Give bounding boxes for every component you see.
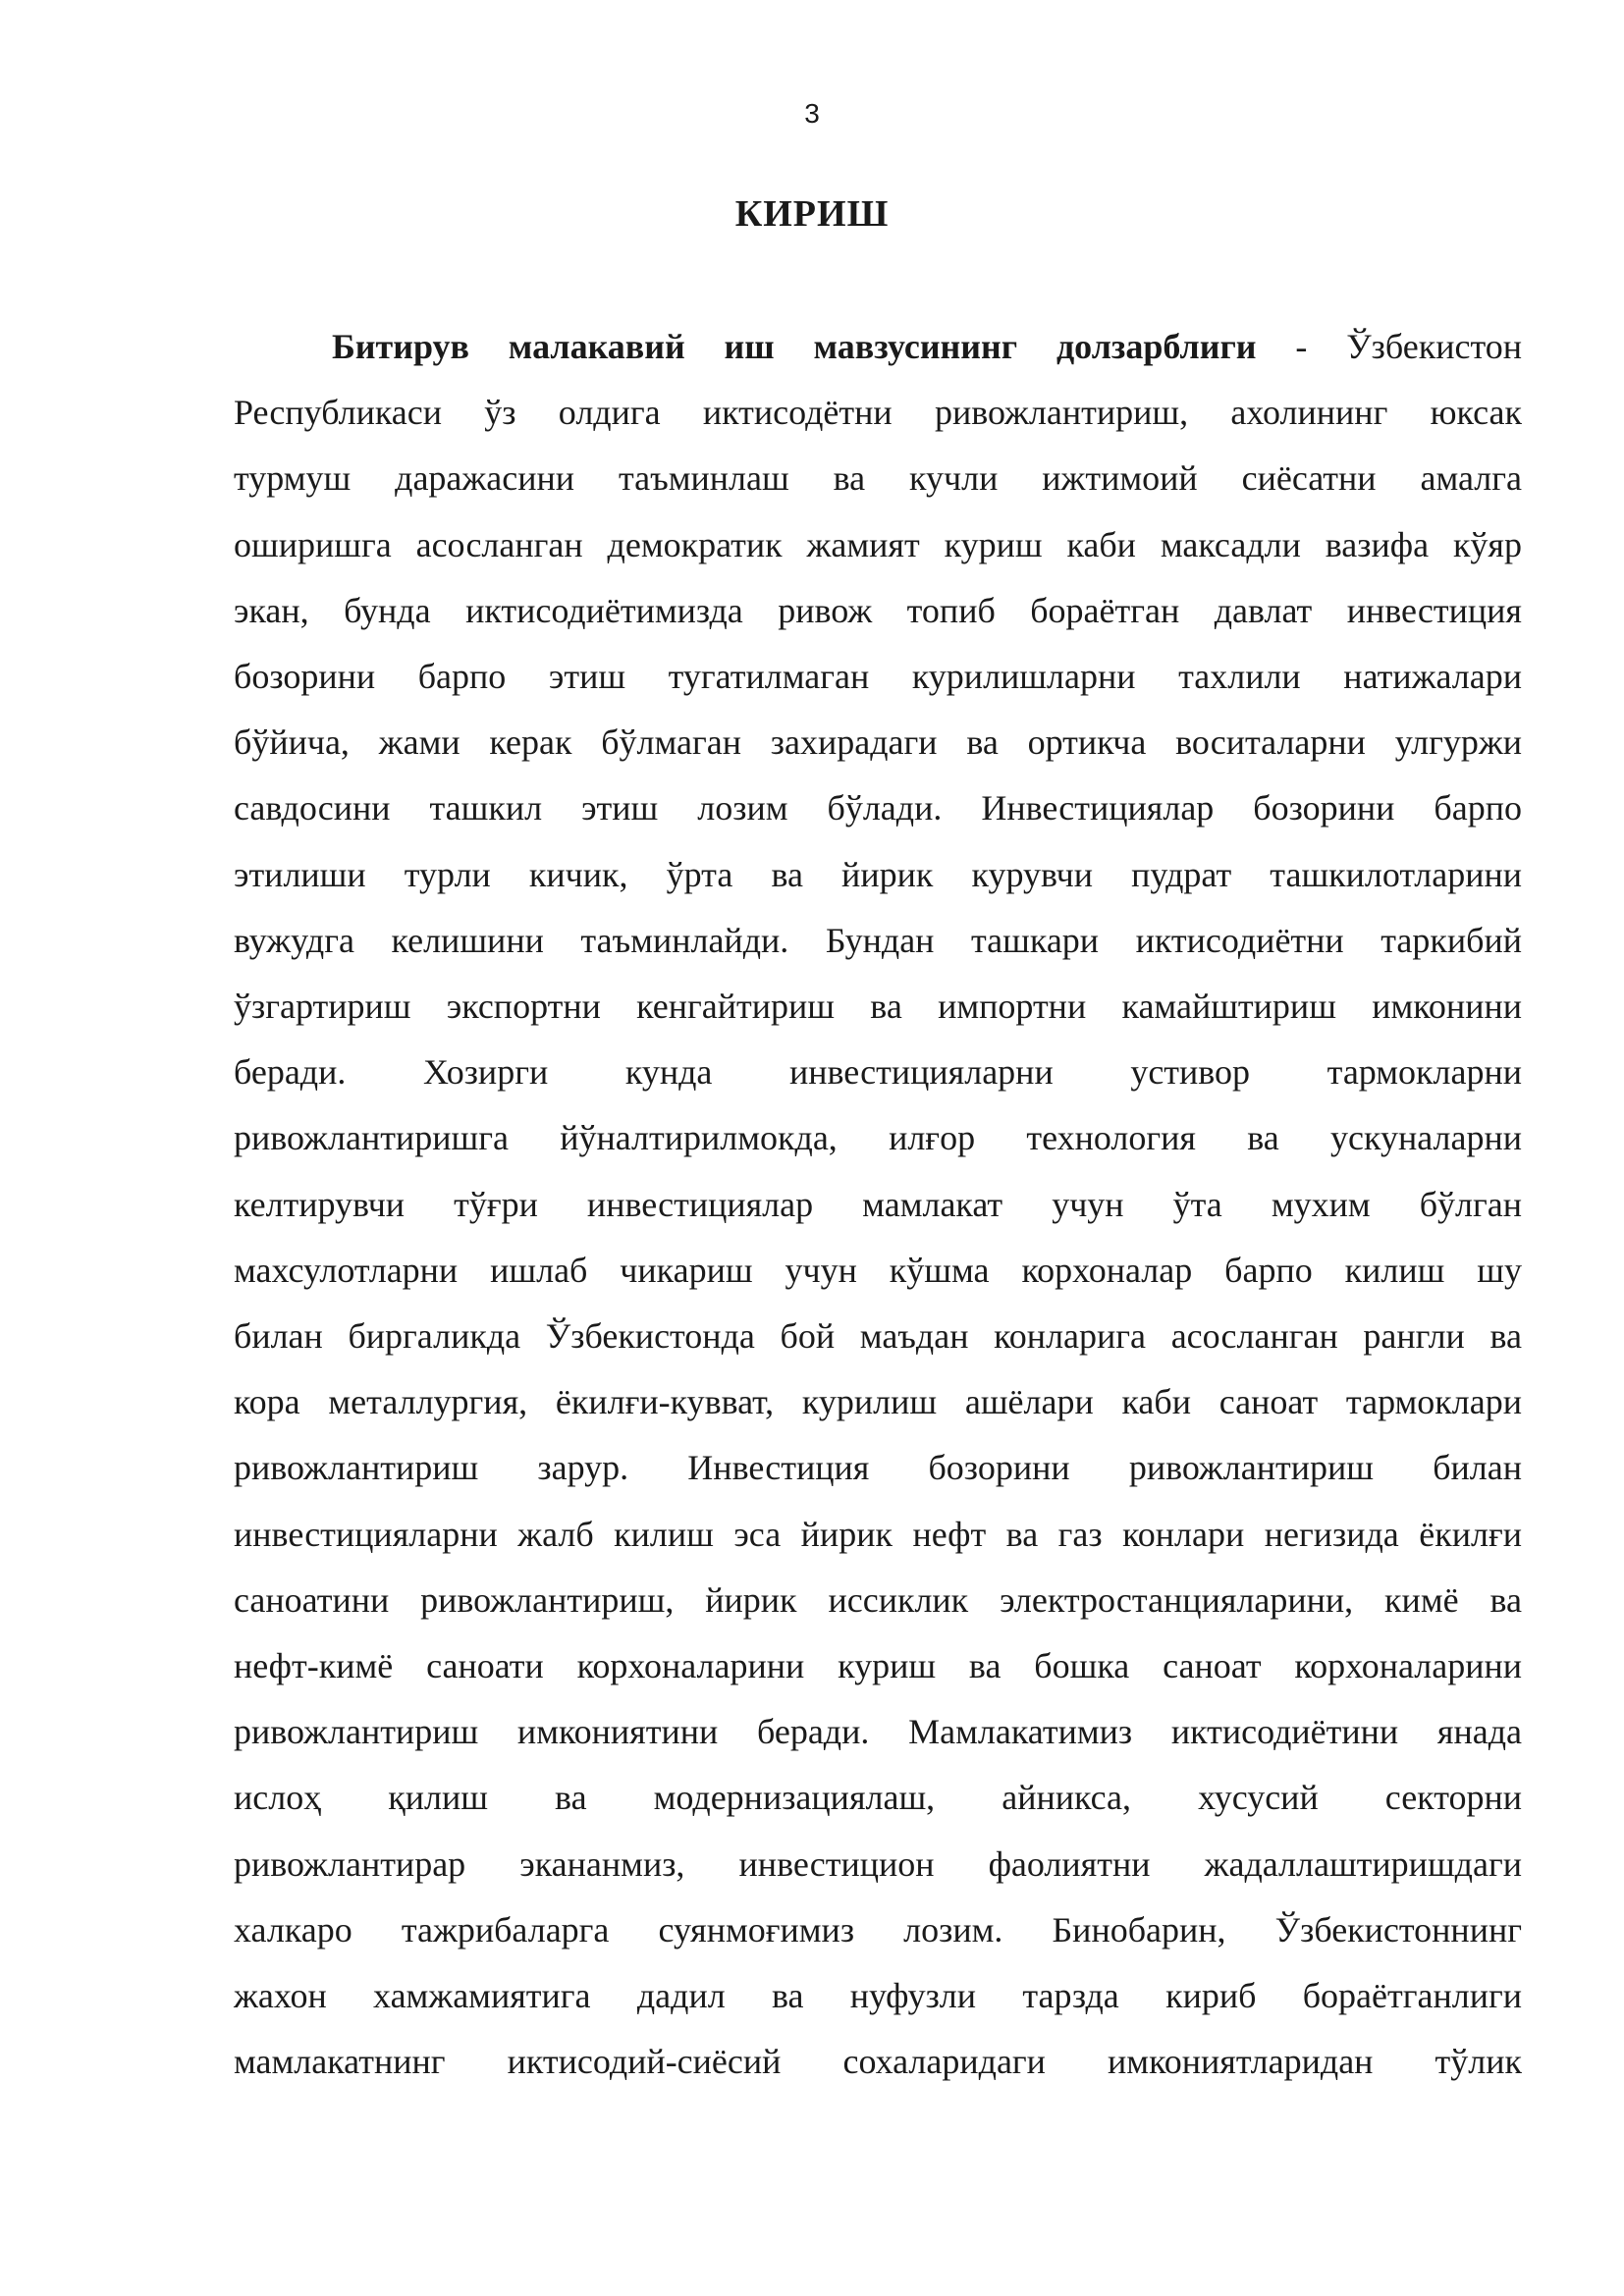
paragraph-line: нефт-кимё саноати корхоналарини куриш ва бошка саноат корхоналарини [234,1646,1522,1686]
paragraph-line: ўзгартириш экспортни кенгайтириш ва импортни камайштириш имконини [234,987,1522,1027]
paragraph-line: инвестицияларни жалб килиш эса йирик нефт ва газ конлари негизида ёкилғи [234,1514,1522,1554]
section-title: КИРИШ [734,193,890,235]
paragraph-line: оширишга асосланган демократик жамият куриш каби максадли вазифа кўяр [234,524,1522,564]
paragraph-line: жахон хамжамиятига дадил ва нуфузли тарзда кириб бораётганлиги [234,1976,1522,2016]
paragraph-line: беради. Хозирги кунда инвестицияларни устивор тармокларни [234,1052,1522,1093]
paragraph-line: махсулотларни ишлаб чикариш учун кўшма корхоналар барпо килиш шу [234,1250,1522,1290]
paragraph-line: ривожлантириш имкониятини беради. Мамлакатимиз иктисодиётини янада [234,1712,1522,1752]
paragraph-line: экан, бунда иктисодиётимизда ривож топиб бораётган давлат инвестиция [234,590,1522,630]
paragraph-line: савдосини ташкил этиш лозим бўлади. Инвестициялар бозорини барпо [234,788,1522,828]
paragraph-line: келтирувчи тўғри инвестициялар мамлакат учун ўта мухим бўлган [234,1184,1522,1224]
body-paragraph [234,314,1522,2095]
paragraph-line: бозорини барпо этиш тугатилмаган курилишларни тахлили натижалари [234,657,1522,697]
lead-phrase: Битирув малакавий иш мавзусининг долзарблиги [332,327,1257,366]
paragraph-line: этилиши турли кичик, ўрта ва йирик курувчи пудрат ташкилотларини [234,854,1522,894]
paragraph-line: ислоҳ қилиш ва модернизациялаш, айникса, хусусий секторни [234,1778,1522,1818]
paragraph-line: турмуш даражасини таъминлаш ва кучли ижтимоий сиёсатни амалга [234,458,1522,499]
paragraph-line: вужудга келишини таъминлайди. Бундан ташкари иктисодиётни таркибий [234,920,1522,960]
paragraph-line: халкаро тажрибаларга суянмоғимиз лозим. Бинобарин, Ўзбекистоннинг [234,1909,1522,1949]
paragraph-line: ривожлантирар экананмиз, инвестицион фаолиятни жадаллаштиришдаги [234,1843,1522,1884]
paragraph-line: ривожлантиришга йўналтирилмокда, илғор технология ва ускуналарни [234,1118,1522,1158]
paragraph-line: саноатини ривожлантириш, йирик иссиклик электростанцияларини, кимё ва [234,1579,1522,1620]
paragraph-line: кора металлургия, ёкилғи-кувват, курилиш ашёлари каби саноат тармоклари [234,1382,1522,1422]
paragraph-line: Республикаси ўз олдига иктисодётни ривожлантириш, ахолининг юксак [234,393,1522,433]
page-number: 3 [804,98,820,129]
paragraph-line: бўйича, жами керак бўлмаган захирадаги ва ортикча воситаларни улгуржи [234,722,1522,763]
lead-rest: - Ўзбекистон [1256,327,1522,366]
paragraph-line: ривожлантириш зарур. Инвестиция бозорини ривожлантириш билан [234,1448,1522,1488]
paragraph-line [234,314,1522,380]
paragraph-line: билан биргаликда Ўзбекистонда бой маъдан конларига асосланган рангли ва [234,1316,1522,1357]
paragraph-line: мамлакатнинг иктисодий-сиёсий сохаларидаги имкониятларидан тўлик [234,2042,1522,2082]
